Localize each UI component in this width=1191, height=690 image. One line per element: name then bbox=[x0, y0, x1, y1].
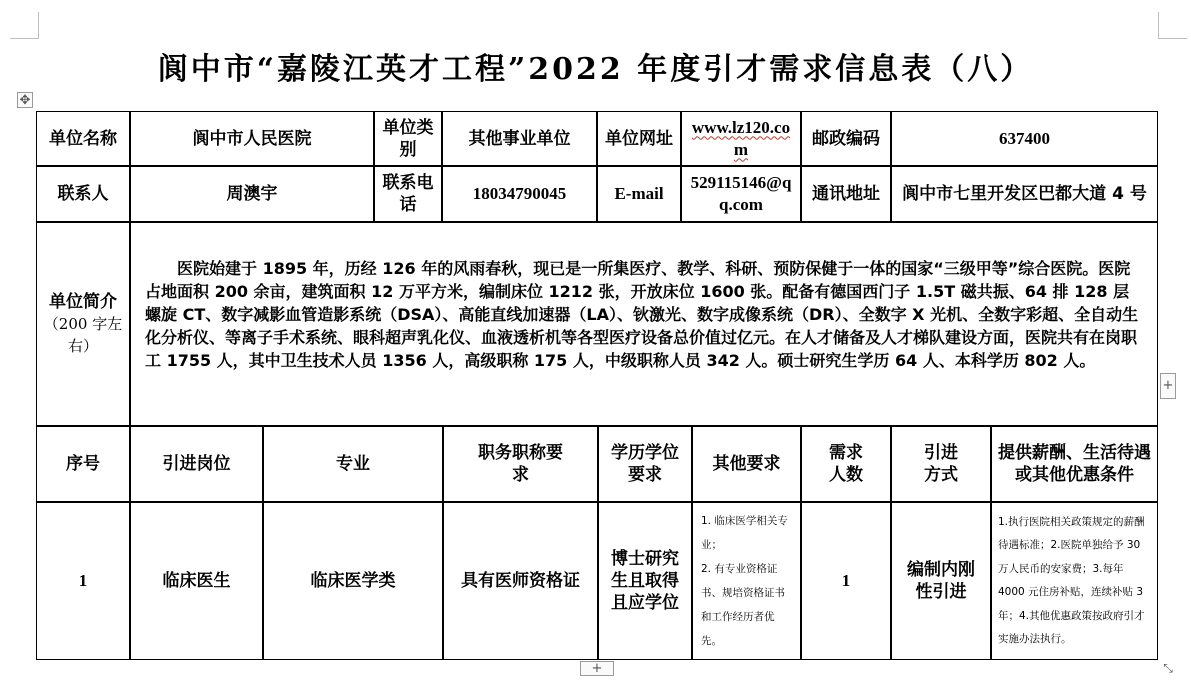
add-row-plus-icon[interactable]: + bbox=[1160, 373, 1176, 399]
email-label: E-mail bbox=[597, 166, 681, 222]
row-1-other-item-1: 1. 临床医学相关专业； bbox=[701, 515, 788, 551]
table-move-handle-icon[interactable]: ✥ bbox=[17, 92, 33, 108]
row-1-seq: 1 bbox=[36, 502, 130, 660]
page-title: 阆中市“嘉陵江英才工程”2022 年度引才需求信息表（八） bbox=[157, 52, 1034, 87]
email-value[interactable]: 529115146@qq.com bbox=[681, 166, 801, 222]
row-1-title-req: 具有医师资格证 bbox=[443, 502, 598, 660]
crop-mark-top-right bbox=[1158, 12, 1187, 39]
postcode-label: 邮政编码 bbox=[801, 111, 891, 166]
unit-type-label: 单位类别 bbox=[374, 111, 442, 166]
address-label: 通讯地址 bbox=[801, 166, 891, 222]
col-header-seq: 序号 bbox=[36, 426, 130, 502]
row-1-other-item-2: 2. 有专业资格证书、规培资格证书和工作经历者优先。 bbox=[701, 563, 785, 647]
unit-name-value: 阆中市人民医院 bbox=[130, 111, 374, 166]
intro-text: 医院始建于 1895 年，历经 126 年的风雨春秋，现已是一所集医疗、教学、科研、预防保健于一体的国家“三级甲等”综合医院。医院占地面积 200 余亩，建筑面积 12 万平方米，编制床位 1212 张，开放床位 1600 张。配备有德国西门子 1.5T 磁共振、64 排 128 层螺旋 CT、数字减影血管造影系统（DSA）、高能直线加速器（LA）、钬激光、数字成像系统（DR）、全数字 X 光机、全数字彩超、全自动生化分析仪、等离子手术系统、眼科超声乳化仪、血液透析机等各型医疗设备总价值过亿元。在人才储备及人才梯队建设方面，医院共有在岗职工 1755 人，其中卫生技术人员 1356 人，高级职称 175 人，中级职称人员 342 人。硕士研究生学历 64 人、本科学历 802 人。 bbox=[130, 222, 1158, 426]
contact-label: 联系人 bbox=[36, 166, 130, 222]
intro-label: 单位简介 bbox=[49, 292, 117, 312]
add-column-plus-icon[interactable]: + bbox=[580, 661, 614, 676]
website-label: 单位网址 bbox=[597, 111, 681, 166]
col-header-title-req: 职务职称要求 bbox=[443, 426, 598, 502]
row-1-count: 1 bbox=[801, 502, 891, 660]
col-header-method: 引进方式 bbox=[891, 426, 991, 502]
unit-type-value: 其他事业单位 bbox=[442, 111, 597, 166]
row-1-position: 临床医生 bbox=[130, 502, 263, 660]
col-header-position: 引进岗位 bbox=[130, 426, 263, 502]
row-1-benefits: 1.执行医院相关政策规定的薪酬待遇标准；2.医院单独给予 30 万人民币的安家费；3.每年 4000 元住房补贴，连续补贴 3 年；4.其他优惠政策按政府引才实施办法执行。 bbox=[991, 502, 1158, 660]
unit-name-label: 单位名称 bbox=[36, 111, 130, 166]
col-header-major: 专业 bbox=[263, 426, 443, 502]
intro-label-cell bbox=[36, 222, 130, 426]
row-1-other bbox=[692, 502, 801, 660]
website-value[interactable] bbox=[681, 111, 801, 166]
col-header-other: 其他要求 bbox=[692, 426, 801, 502]
col-header-count: 需求人数 bbox=[801, 426, 891, 502]
row-1-method: 编制内刚性引进 bbox=[891, 502, 991, 660]
crop-mark-top-left bbox=[10, 12, 39, 39]
contact-value: 周澳宇 bbox=[130, 166, 374, 222]
table-resize-icon[interactable]: ⤡ bbox=[1163, 661, 1173, 675]
address-value: 阆中市七里开发区巴都大道 4 号 bbox=[891, 166, 1158, 222]
row-1-degree: 博士研究生且取得且应学位 bbox=[598, 502, 692, 660]
website-link[interactable]: www.lz120.com bbox=[691, 117, 791, 159]
postcode-value: 637400 bbox=[891, 111, 1158, 166]
col-header-benefits: 提供薪酬、生活待遇或其他优惠条件 bbox=[991, 426, 1158, 502]
row-1-major: 临床医学类 bbox=[263, 502, 443, 660]
phone-value: 18034790045 bbox=[442, 166, 597, 222]
col-header-degree: 学历学位要求 bbox=[598, 426, 692, 502]
intro-note: （200 字左右） bbox=[43, 315, 123, 355]
phone-label: 联系电话 bbox=[374, 166, 442, 222]
